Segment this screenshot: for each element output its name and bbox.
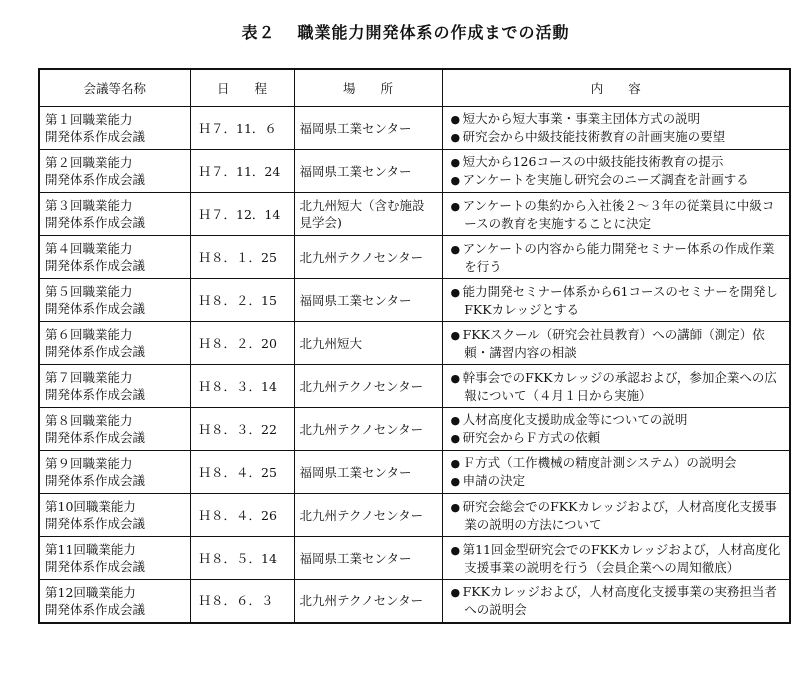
table-row: [39, 236, 790, 279]
table-row: [39, 365, 790, 408]
table-body: [39, 107, 790, 623]
content-bullet-item: ● アンケートの集約から入社後２～３年の従業員に中級コースの教育を実施することに決定: [451, 197, 785, 232]
meeting-name-line: 第２回職業能力: [45, 155, 133, 170]
content-bullet-item: ● アンケートの内容から能力開発セミナー体系の作成作業を行う: [451, 240, 785, 275]
table-row: [39, 451, 790, 494]
date-cell: Ｈ８．４．26: [190, 494, 294, 537]
date-cell: Ｈ８．４．25: [190, 451, 294, 494]
table-row: [39, 150, 790, 193]
meeting-name-line: 第３回職業能力: [45, 198, 133, 213]
content-bullet-item: ● 申請の決定: [451, 472, 785, 490]
place-cell: [294, 451, 442, 494]
content-cell: [442, 193, 790, 236]
content-bullet-item: ● 研究会からＦ方式の依頼: [451, 429, 785, 447]
meeting-name-line: 開発体系作成会議: [45, 516, 146, 531]
meeting-name-line: 第１回職業能力: [45, 112, 133, 127]
place-line: 見学会): [299, 215, 342, 230]
meeting-name-line: 第４回職業能力: [45, 241, 133, 256]
place-cell: [294, 408, 442, 451]
content-bullet-item: ● FKKスクール（研究会社員教育）への講師（測定）依頼・講習内容の相談: [451, 326, 785, 361]
place-line: 北九州テクノセンター: [299, 378, 424, 394]
meeting-name-cell: [39, 236, 190, 279]
meeting-name-line: 第10回職業能力: [45, 499, 136, 514]
meeting-name-line: 第11回職業能力: [45, 542, 136, 557]
content-cell: [442, 408, 790, 451]
place-line: 福岡県工業センター: [299, 292, 412, 308]
meeting-name-cell: [39, 322, 190, 365]
meeting-name-line: 第８回職業能力: [45, 413, 133, 428]
meeting-name-cell: [39, 150, 190, 193]
meeting-name-line: 開発体系作成会議: [45, 129, 146, 144]
content-bullet-item: ● 研究会総会でのFKKカレッジおよび，人材高度化支援事業の説明の方法について: [451, 498, 785, 533]
content-bullet-item: ● 短大から短大事業・事業主団体方式の説明: [451, 110, 785, 128]
table-row: [39, 408, 790, 451]
date-cell: Ｈ８．５．14: [190, 537, 294, 580]
table-number: 表２: [241, 23, 276, 42]
meeting-name-line: 開発体系作成会議: [45, 344, 146, 359]
meeting-name-line: 開発体系作成会議: [45, 301, 146, 316]
header-row: [39, 69, 790, 107]
table-row: [39, 279, 790, 322]
place-line: 福岡県工業センター: [299, 464, 412, 480]
meeting-name-cell: [39, 537, 190, 580]
content-bullet-item: ● 第11回金型研究会でのFKKカレッジおよび，人材高度化支援事業の説明を行う（会員企業への周知徹底）: [451, 541, 785, 576]
content-cell: [442, 365, 790, 408]
table-row: [39, 322, 790, 365]
table-title: 職業能力開発体系の作成までの活動: [297, 23, 570, 42]
place-cell: [294, 537, 442, 580]
meeting-name-cell: [39, 580, 190, 623]
content-cell: [442, 236, 790, 279]
content-cell: [442, 322, 790, 365]
header-meeting-name: 会議等名称: [39, 69, 190, 107]
meeting-name-line: 第７回職業能力: [45, 370, 133, 385]
activities-table: [38, 68, 791, 624]
meeting-name-line: 開発体系作成会議: [45, 430, 146, 445]
table-row: [39, 193, 790, 236]
table-row: [39, 580, 790, 623]
content-cell: [442, 537, 790, 580]
place-line: 北九州テクノセンター: [299, 593, 424, 609]
meeting-name-line: 開発体系作成会議: [45, 601, 146, 617]
meeting-name-cell: [39, 279, 190, 322]
place-line: 福岡県工業センター: [299, 120, 412, 136]
table-row: [39, 537, 790, 580]
header-date: 日 程: [190, 69, 294, 107]
content-cell: [442, 279, 790, 322]
content-cell: [442, 150, 790, 193]
meeting-name-line: 第12回職業能力: [45, 584, 136, 600]
meeting-name-cell: [39, 451, 190, 494]
content-bullet-item: ● 能力開発セミナー体系から61コースのセミナーを開発しFKKカレッジとする: [451, 283, 785, 318]
meeting-name-line: 第９回職業能力: [45, 456, 133, 471]
content-cell: [442, 107, 790, 150]
content-bullet-item: ● 研究会から中級技能技術教育の計画実施の要望: [451, 128, 785, 146]
place-cell: [294, 193, 442, 236]
date-cell: Ｈ８．３．14: [190, 365, 294, 408]
content-bullet-item: ● 幹事会でのFKKカレッジの承認および，参加企業への広報について（４月１日から実施）: [451, 369, 785, 404]
place-cell: [294, 236, 442, 279]
content-cell: [442, 494, 790, 537]
page-title: [0, 20, 811, 43]
place-cell: [294, 150, 442, 193]
date-cell: Ｈ８．２．20: [190, 322, 294, 365]
place-cell: [294, 322, 442, 365]
content-cell: [442, 451, 790, 494]
content-bullet-item: ● アンケートを実施し研究会のニーズ調査を計画する: [451, 171, 785, 189]
header-content: 内 容: [442, 69, 790, 107]
date-cell: Ｈ７．12．14: [190, 193, 294, 236]
table-row: [39, 494, 790, 537]
date-cell: Ｈ７．11．24: [190, 150, 294, 193]
date-cell: Ｈ８．１．25: [190, 236, 294, 279]
meeting-name-cell: [39, 408, 190, 451]
meeting-name-line: 開発体系作成会議: [45, 215, 146, 230]
place-cell: [294, 279, 442, 322]
meeting-name-line: 開発体系作成会議: [45, 172, 146, 187]
content-bullet-item: ● Ｆ方式（工作機械の精度計測システム）の説明会: [451, 454, 785, 472]
place-cell: [294, 580, 442, 623]
content-bullet-item: ● 人材高度化支援助成金等についての説明: [451, 411, 785, 429]
date-cell: Ｈ８．２．15: [190, 279, 294, 322]
place-line: 北九州短大（含む施設: [299, 198, 425, 213]
table-header: [39, 69, 790, 107]
header-place: 場 所: [294, 69, 442, 107]
content-cell: [442, 580, 790, 623]
content-bullet-item: ● 短大から126コースの中級技能技術教育の提示: [451, 153, 785, 171]
meeting-name-cell: [39, 365, 190, 408]
place-cell: [294, 494, 442, 537]
meeting-name-line: 開発体系作成会議: [45, 258, 146, 273]
date-cell: Ｈ８．６．３: [190, 580, 294, 623]
place-line: 福岡県工業センター: [299, 163, 412, 179]
table-row: [39, 107, 790, 150]
meeting-name-cell: [39, 193, 190, 236]
place-cell: [294, 365, 442, 408]
place-line: 福岡県工業センター: [299, 550, 412, 566]
place-line: 北九州テクノセンター: [299, 507, 424, 523]
meeting-name-cell: [39, 107, 190, 150]
date-cell: Ｈ７．11．６: [190, 107, 294, 150]
meeting-name-line: 第５回職業能力: [45, 284, 133, 299]
content-bullet-item: ● FKKカレッジおよび，人材高度化支援事業の実務担当者への説明会: [451, 583, 785, 618]
place-cell: [294, 107, 442, 150]
meeting-name-cell: [39, 494, 190, 537]
meeting-name-line: 開発体系作成会議: [45, 559, 146, 574]
meeting-name-line: 第６回職業能力: [45, 327, 133, 342]
place-line: 北九州テクノセンター: [299, 421, 424, 437]
meeting-name-line: 開発体系作成会議: [45, 473, 146, 488]
date-cell: Ｈ８．３．22: [190, 408, 294, 451]
place-line: 北九州テクノセンター: [299, 249, 424, 265]
place-line: 北九州短大: [299, 335, 363, 351]
meeting-name-line: 開発体系作成会議: [45, 387, 146, 402]
